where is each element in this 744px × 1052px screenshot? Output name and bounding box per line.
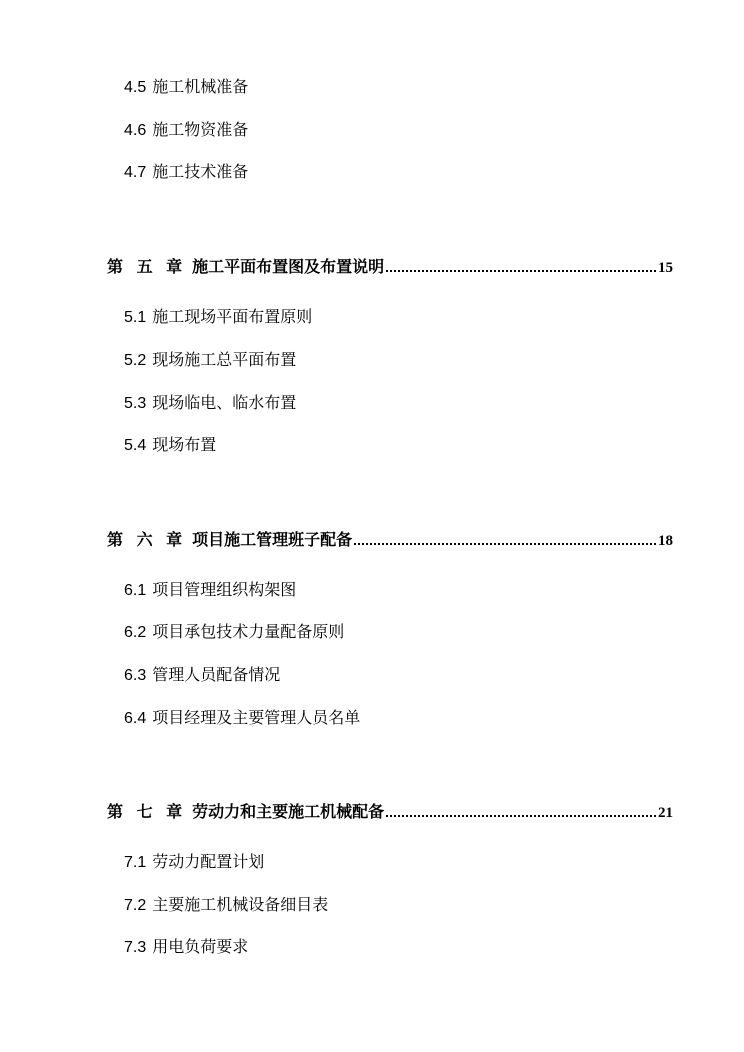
section-number: 6.4	[124, 710, 147, 727]
section-number: 7.3	[124, 939, 147, 956]
section-title: 现场施工总平面布置	[152, 350, 297, 369]
section-title: 施工物资准备	[152, 120, 249, 139]
section-title: 项目承包技术力量配备原则	[152, 622, 345, 641]
section-number: 4.7	[124, 164, 147, 181]
section-number: 5.3	[124, 395, 147, 412]
toc-entry-6-2	[124, 622, 344, 643]
section-title: 管理人员配备情况	[152, 665, 281, 684]
section-number: 5.2	[124, 352, 147, 369]
toc-entry-7-1	[124, 852, 264, 873]
toc-chapter-6	[107, 530, 673, 551]
toc-entry-7-3	[124, 937, 248, 958]
section-title: 现场布置	[152, 435, 217, 454]
toc-entry-6-3	[124, 665, 280, 686]
section-number: 4.5	[124, 79, 147, 96]
toc-entry-6-1	[124, 580, 296, 601]
toc-entry-5-3	[124, 393, 296, 414]
section-title: 劳动力配置计划	[152, 852, 265, 871]
chapter-label: 第 七 章	[107, 802, 187, 821]
chapter-title: 施工平面布置图及布置说明	[192, 257, 385, 276]
section-title: 施工技术准备	[152, 162, 249, 181]
section-title: 项目管理组织构架图	[152, 580, 297, 599]
section-number: 6.2	[124, 624, 147, 641]
section-title: 用电负荷要求	[152, 937, 249, 956]
section-title: 项目经理及主要管理人员名单	[152, 708, 361, 727]
section-title: 主要施工机械设备细目表	[152, 895, 329, 914]
toc-entry-5-1	[124, 307, 312, 328]
page-number: 18	[658, 533, 673, 549]
section-number: 5.4	[124, 437, 147, 454]
section-number: 6.3	[124, 667, 147, 684]
section-number: 7.2	[124, 897, 147, 914]
toc-entry-6-4	[124, 708, 360, 729]
chapter-label: 第 六 章	[107, 530, 187, 549]
toc-entry-4-7	[124, 162, 248, 183]
dot-leader	[386, 270, 656, 272]
section-title: 施工机械准备	[152, 77, 249, 96]
toc-chapter-5	[107, 257, 673, 278]
page-number: 21	[658, 805, 673, 821]
section-title: 现场临电、临水布置	[152, 393, 297, 412]
page-number: 15	[658, 260, 673, 276]
section-title: 施工现场平面布置原则	[152, 307, 313, 326]
section-number: 7.1	[124, 854, 147, 871]
dot-leader	[354, 543, 656, 545]
chapter-title: 劳动力和主要施工机械配备	[192, 802, 385, 821]
section-number: 6.1	[124, 582, 147, 599]
section-number: 5.1	[124, 309, 147, 326]
chapter-label: 第 五 章	[107, 257, 187, 276]
toc-chapter-7	[107, 802, 673, 823]
toc-entry-5-4	[124, 435, 216, 456]
toc-entry-7-2	[124, 895, 328, 916]
toc-entry-5-2	[124, 350, 296, 371]
section-number: 4.6	[124, 122, 147, 139]
toc-entry-4-5	[124, 77, 248, 98]
chapter-title: 项目施工管理班子配备	[192, 530, 353, 549]
toc-entry-4-6	[124, 120, 248, 141]
dot-leader	[386, 815, 656, 817]
